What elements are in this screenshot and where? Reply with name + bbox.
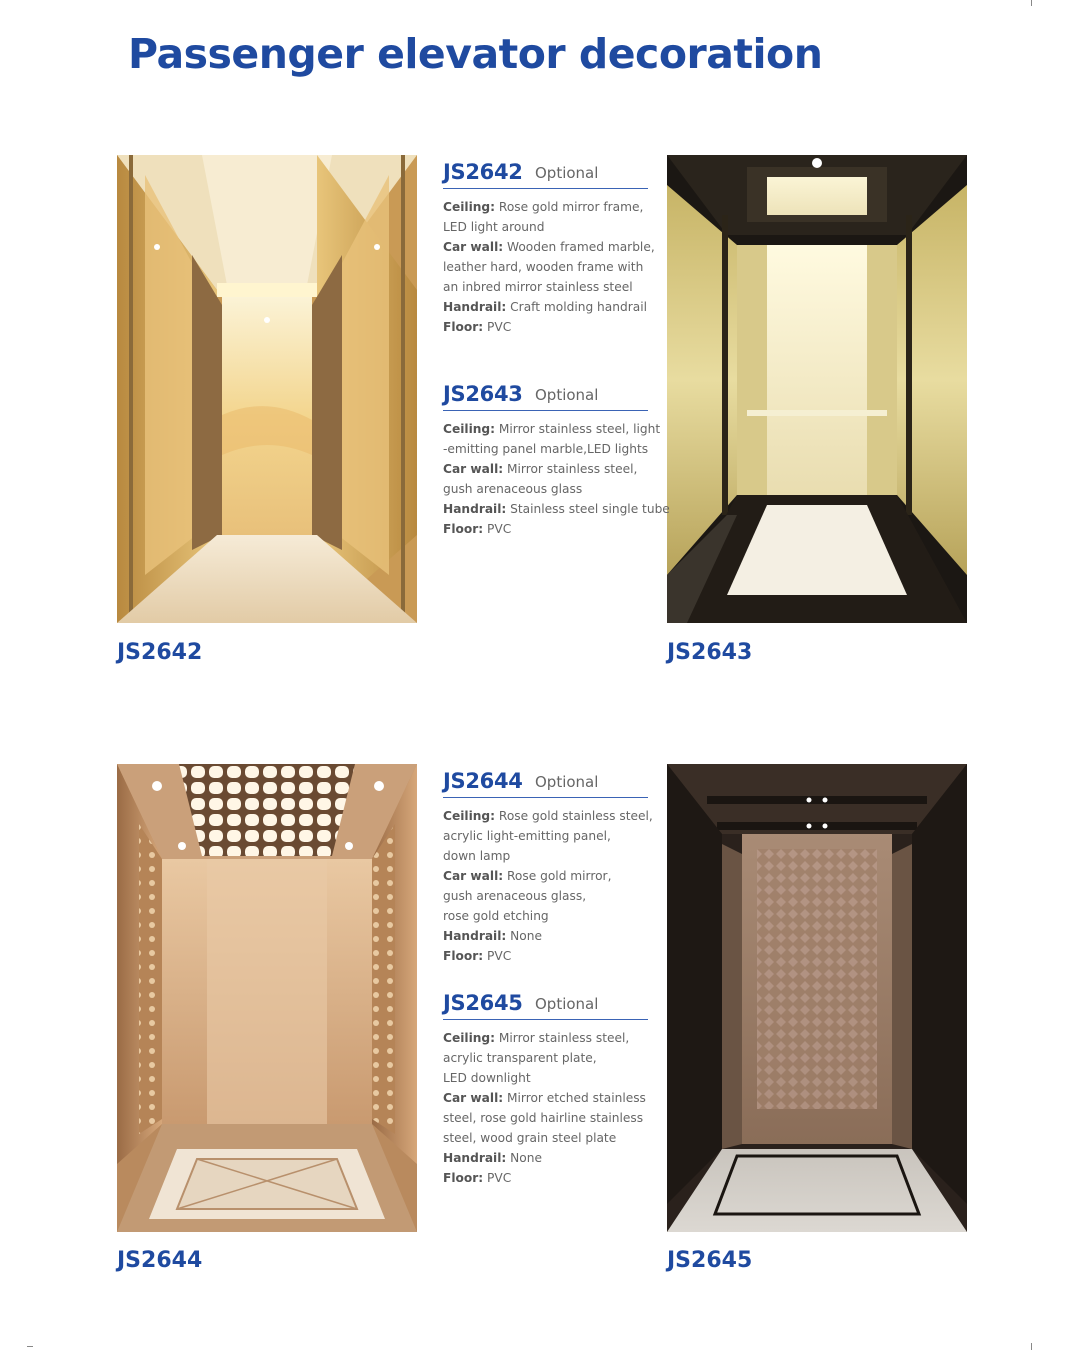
spec-line-label: Floor: xyxy=(443,320,484,334)
spec-line-text: -emitting panel marble,LED lights xyxy=(443,442,649,456)
spec-body xyxy=(443,197,667,337)
spec-line xyxy=(443,217,667,237)
spec-line-label: Car wall: xyxy=(443,240,504,254)
spec-line xyxy=(443,1108,667,1128)
spec-line xyxy=(443,826,667,846)
spec-line-text: Rose gold stainless steel, xyxy=(495,809,653,823)
spec-line xyxy=(443,926,667,946)
spec-line-label: Handrail: xyxy=(443,1151,507,1165)
spec-body xyxy=(443,806,667,966)
spec-line-text: PVC xyxy=(483,522,512,536)
spec-line-text: Rose gold mirror frame, xyxy=(495,200,644,214)
spec-line xyxy=(443,237,667,257)
spec-line-text: gush arenaceous glass, xyxy=(443,889,587,903)
spec-line xyxy=(443,946,667,966)
spec-line-label: Car wall: xyxy=(443,462,504,476)
spec-header xyxy=(443,989,648,1020)
spec-line-label: Floor: xyxy=(443,949,484,963)
photo-caption-js2644: JS2644 xyxy=(117,1248,203,1273)
photo-caption-js2643: JS2643 xyxy=(667,640,753,665)
spec-line-text: PVC xyxy=(483,949,512,963)
spec-line-text: Rose gold mirror, xyxy=(503,869,612,883)
spec-line-label: Ceiling: xyxy=(443,422,496,436)
spec-line xyxy=(443,277,667,297)
spec-optional-label: Optional xyxy=(535,386,599,404)
spec-line xyxy=(443,1068,667,1088)
spec-line-text: LED downlight xyxy=(443,1071,531,1085)
crop-mark xyxy=(1031,1343,1032,1350)
elevator-photo-js2643 xyxy=(667,155,967,623)
spec-optional-label: Optional xyxy=(535,773,599,791)
spec-optional-label: Optional xyxy=(535,995,599,1013)
spec-line xyxy=(443,317,667,337)
spec-line-label: Handrail: xyxy=(443,502,507,516)
spec-line-text: Stainless steel single tube xyxy=(506,502,670,516)
spec-line xyxy=(443,1048,667,1068)
spec-line-text: an inbred mirror stainless steel xyxy=(443,280,633,294)
spec-line-text: None xyxy=(506,1151,542,1165)
spec-line-text: LED light around xyxy=(443,220,545,234)
elevator-photo-js2642 xyxy=(117,155,417,623)
crop-mark xyxy=(27,1346,33,1347)
spec-block-js2645 xyxy=(443,989,667,1188)
spec-line-text: steel, rose gold hairline stainless xyxy=(443,1111,644,1125)
spec-line-text: PVC xyxy=(483,1171,512,1185)
spec-line xyxy=(443,1088,667,1108)
spec-line xyxy=(443,459,667,479)
spec-line-label: Floor: xyxy=(443,1171,484,1185)
spec-line xyxy=(443,846,667,866)
spec-line-label: Car wall: xyxy=(443,1091,504,1105)
spec-line xyxy=(443,886,667,906)
spec-line xyxy=(443,1168,667,1188)
spec-optional-label: Optional xyxy=(535,164,599,182)
spec-line-text: acrylic transparent plate, xyxy=(443,1051,597,1065)
spec-line xyxy=(443,906,667,926)
spec-line xyxy=(443,257,667,277)
spec-header xyxy=(443,158,648,189)
elevator-photo-js2645 xyxy=(667,764,967,1232)
spec-line-text: Mirror stainless steel, xyxy=(495,1031,630,1045)
spec-line-text: Craft molding handrail xyxy=(506,300,647,314)
spec-line-label: Ceiling: xyxy=(443,1031,496,1045)
spec-body xyxy=(443,419,670,539)
spec-line xyxy=(443,1128,667,1148)
elevator-photo-js2644 xyxy=(117,764,417,1232)
spec-line-text: Wooden framed marble, xyxy=(503,240,655,254)
spec-header xyxy=(443,380,648,411)
spec-line-label: Ceiling: xyxy=(443,809,496,823)
spec-header xyxy=(443,767,648,798)
spec-line-text: down lamp xyxy=(443,849,511,863)
spec-line-text: PVC xyxy=(483,320,512,334)
spec-line-label: Handrail: xyxy=(443,929,507,943)
spec-block-js2643 xyxy=(443,380,670,539)
spec-line-text: rose gold etching xyxy=(443,909,549,923)
page-title: Passenger elevator decoration xyxy=(128,30,823,78)
spec-line xyxy=(443,197,667,217)
spec-line-text: leather hard, wooden frame with xyxy=(443,260,644,274)
photo-caption-js2642: JS2642 xyxy=(117,640,203,665)
spec-code: JS2643 xyxy=(443,382,523,406)
spec-line-text: acrylic light-emitting panel, xyxy=(443,829,611,843)
spec-line-label: Handrail: xyxy=(443,300,507,314)
spec-line xyxy=(443,1028,667,1048)
spec-line-text: steel, wood grain steel plate xyxy=(443,1131,617,1145)
spec-line-text: None xyxy=(506,929,542,943)
spec-code: JS2645 xyxy=(443,991,523,1015)
spec-code: JS2644 xyxy=(443,769,523,793)
spec-line-text: Mirror etched stainless xyxy=(503,1091,646,1105)
spec-line xyxy=(443,479,667,499)
spec-line-label: Floor: xyxy=(443,522,484,536)
spec-line xyxy=(443,806,667,826)
crop-mark xyxy=(1031,0,1032,6)
spec-line xyxy=(443,419,667,439)
spec-body xyxy=(443,1028,667,1188)
spec-line xyxy=(443,866,667,886)
spec-line-text: gush arenaceous glass xyxy=(443,482,583,496)
spec-line xyxy=(443,499,670,519)
spec-line-label: Car wall: xyxy=(443,869,504,883)
spec-line-text: Mirror stainless steel, light xyxy=(495,422,661,436)
spec-line xyxy=(443,1148,667,1168)
spec-block-js2644 xyxy=(443,767,667,966)
photo-caption-js2645: JS2645 xyxy=(667,1248,753,1273)
spec-line xyxy=(443,297,667,317)
spec-line xyxy=(443,519,667,539)
spec-line xyxy=(443,439,667,459)
spec-line-text: Mirror stainless steel, xyxy=(503,462,638,476)
spec-block-js2642 xyxy=(443,158,667,337)
spec-code: JS2642 xyxy=(443,160,523,184)
spec-line-label: Ceiling: xyxy=(443,200,496,214)
